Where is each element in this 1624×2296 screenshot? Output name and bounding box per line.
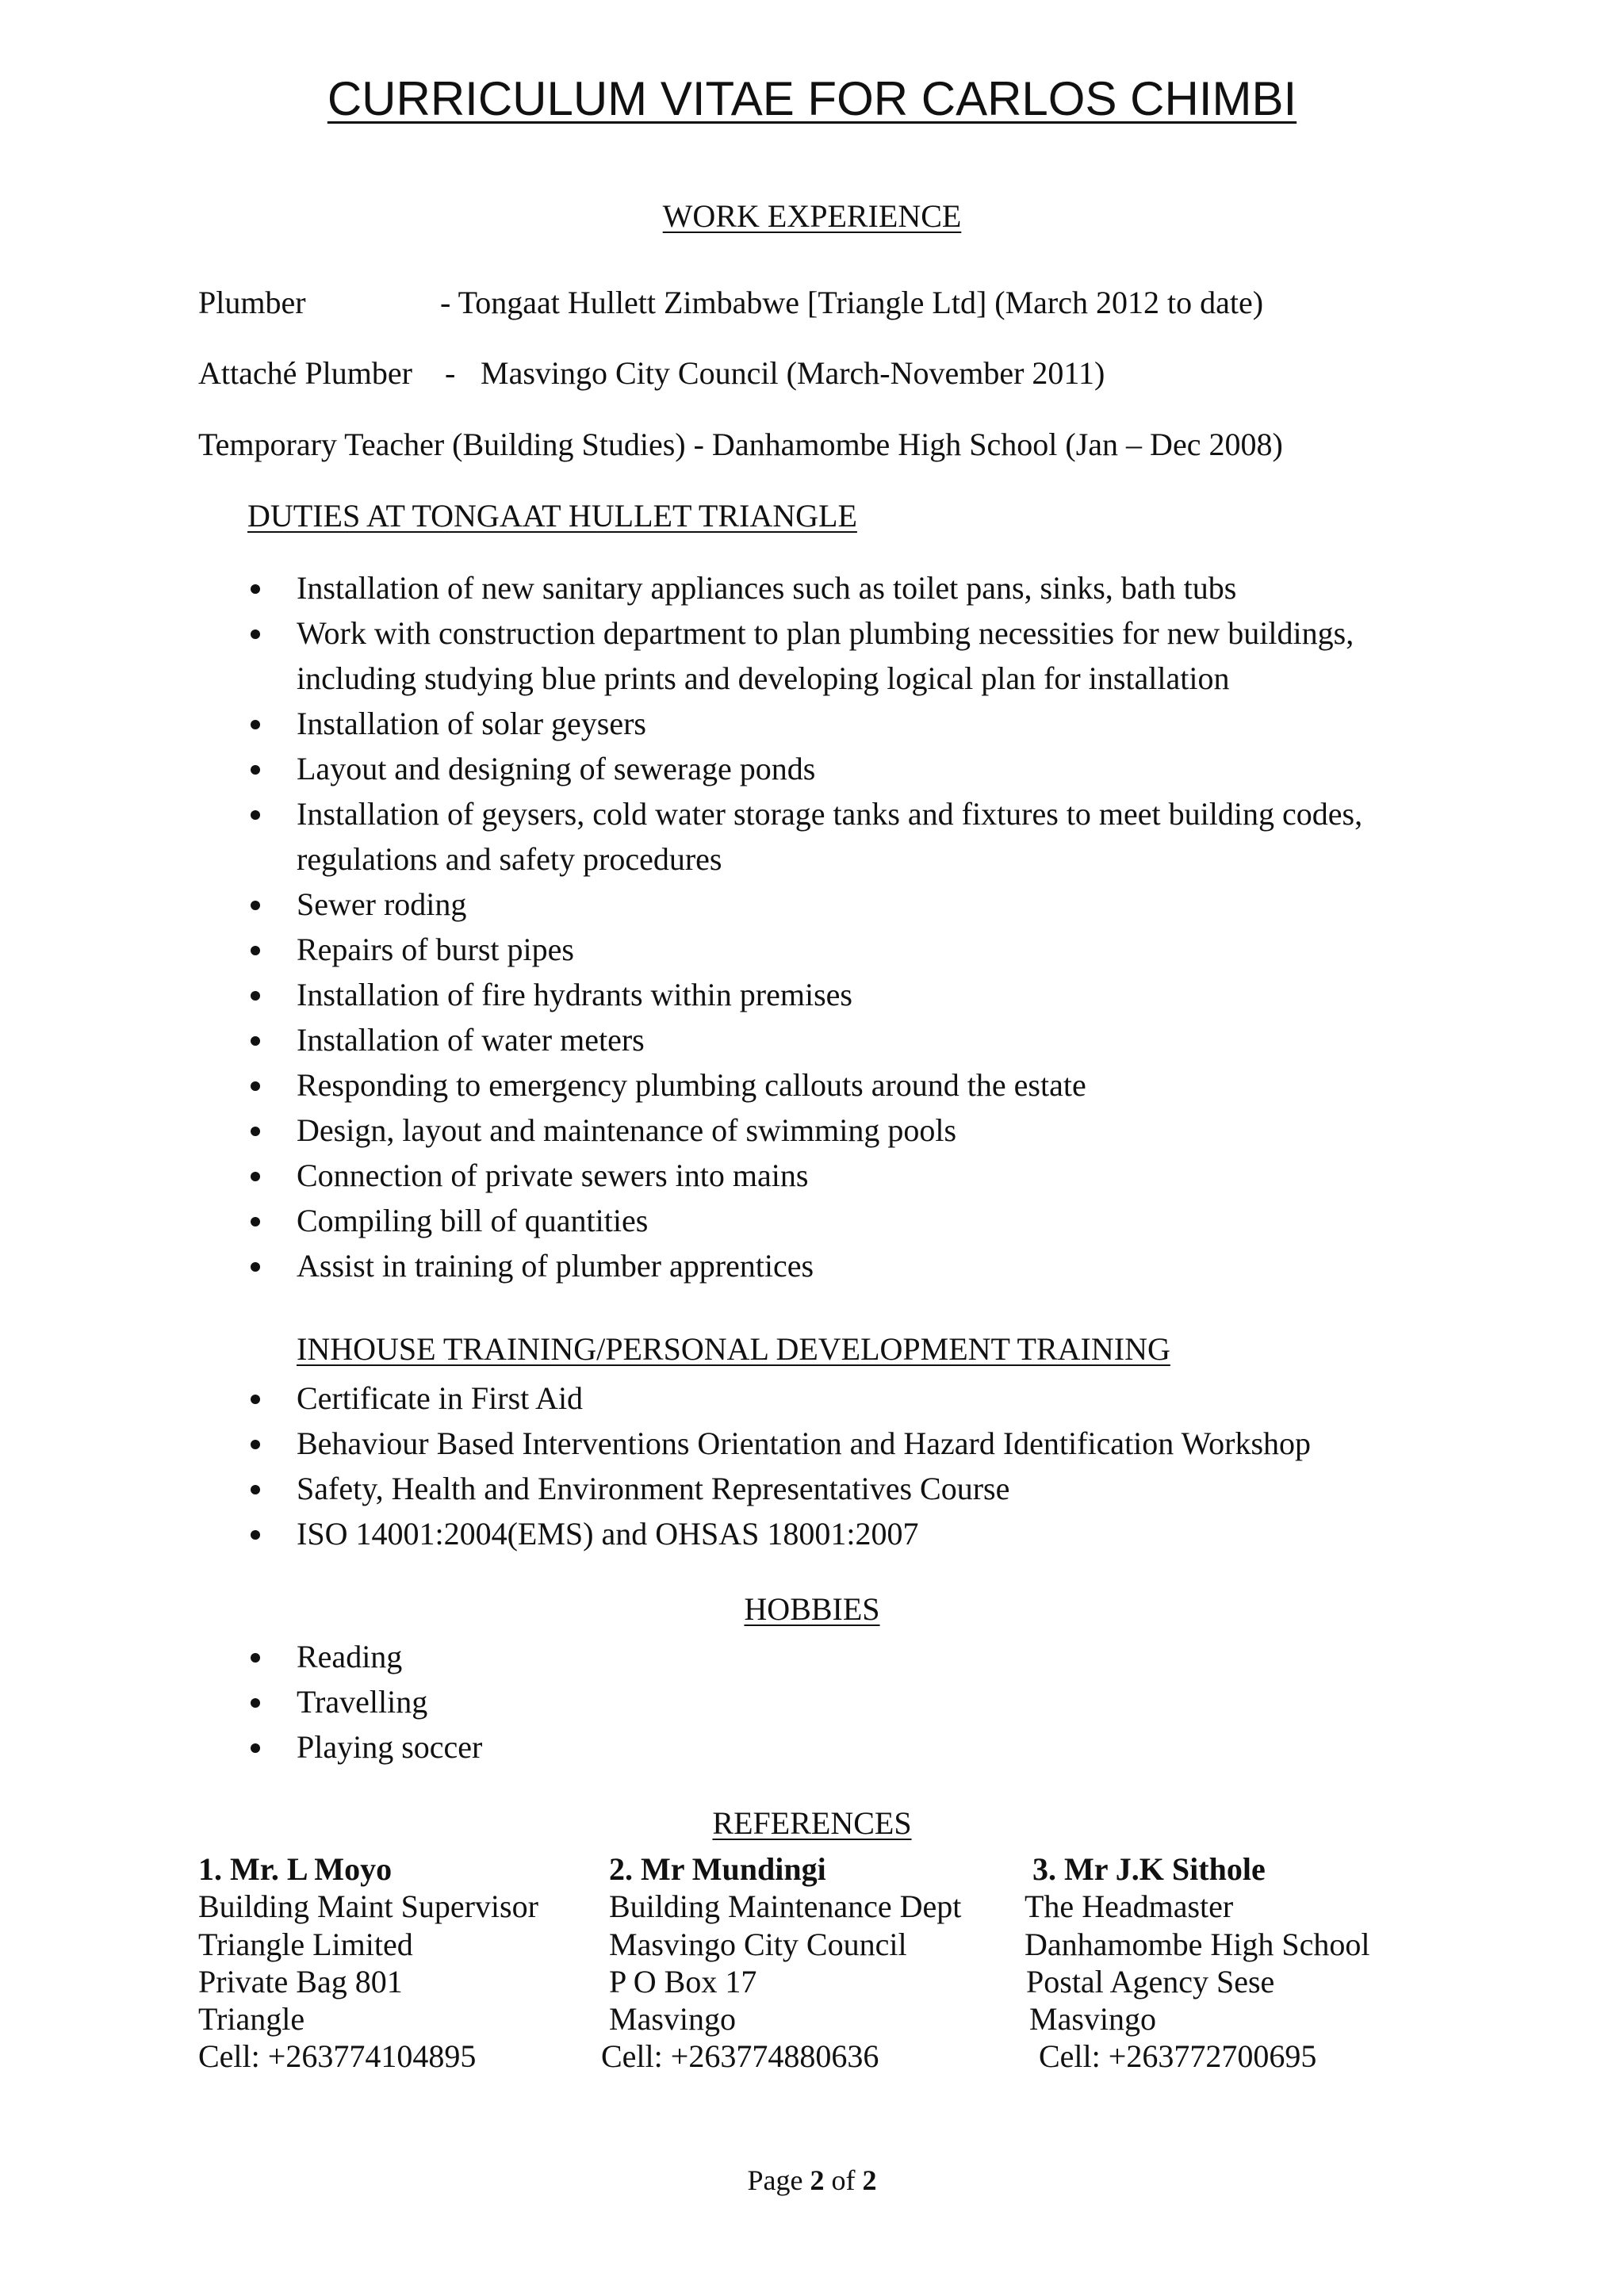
list-item: Installation of water meters — [244, 1017, 1362, 1062]
reference-1-name: 1. Mr. L Moyo — [198, 1851, 393, 1887]
bullet-icon — [251, 629, 260, 639]
reference-2-line: Building Maintenance Dept — [609, 1888, 962, 1924]
list-item: Reading — [244, 1634, 482, 1679]
reference-1-line: Cell: +263774104895 — [198, 2038, 477, 2074]
hobbies-list — [244, 1634, 482, 1770]
job-2-role: Attaché Plumber — [198, 355, 412, 391]
reference-2-line: Cell: +263774880636 — [601, 2038, 879, 2074]
training-heading: INHOUSE TRAINING/PERSONAL DEVELOPMENT TRAINING — [297, 1331, 1170, 1367]
bullet-icon — [251, 584, 260, 594]
list-item: Certificate in First Aid — [244, 1376, 1311, 1421]
reference-1-line: Building Maint Supervisor — [198, 1888, 538, 1924]
reference-2-line: Masvingo — [609, 2001, 736, 2037]
reference-1-line: Private Bag 801 — [198, 1964, 403, 1999]
bullet-icon — [251, 1743, 260, 1753]
reference-3-line: The Headmaster — [1025, 1888, 1234, 1924]
duties-heading: DUTIES AT TONGAAT HULLET TRIANGLE — [247, 498, 857, 534]
list-item: Repairs of burst pipes — [244, 927, 1362, 972]
list-item: Playing soccer — [244, 1724, 482, 1770]
work-experience-heading: WORK EXPERIENCE — [662, 198, 962, 234]
list-item: Assist in training of plumber apprentices — [244, 1243, 1362, 1288]
list-item: Installation of fire hydrants within premises — [244, 972, 1362, 1017]
bullet-icon — [251, 720, 260, 729]
list-item: Layout and designing of sewerage ponds — [244, 746, 1362, 791]
training-list — [244, 1376, 1311, 1556]
bullet-icon — [251, 1485, 260, 1494]
list-item: Work with construction department to plan plumbing necessities for new buildings, — [244, 610, 1362, 656]
bullet-icon — [251, 765, 260, 775]
list-item: Safety, Health and Environment Representatives Course — [244, 1466, 1311, 1511]
list-item: Installation of new sanitary appliances such as toilet pans, sinks, bath tubs — [244, 565, 1362, 610]
page-title: CURRICULUM VITAE FOR CARLOS CHIMBI — [327, 72, 1297, 125]
references-heading: REFERENCES — [712, 1805, 912, 1841]
bullet-icon — [251, 1653, 260, 1663]
bullet-icon — [251, 1081, 260, 1091]
bullet-icon — [251, 1262, 260, 1272]
bullet-icon — [251, 1127, 260, 1136]
page-number-total: 2 — [862, 2164, 877, 2196]
list-item: ISO 14001:2004(EMS) and OHSAS 18001:2007 — [244, 1511, 1311, 1556]
bullet-icon — [251, 1530, 260, 1540]
job-1-role: Plumber — [198, 285, 306, 320]
bullet-icon — [251, 946, 260, 955]
reference-3-line: Postal Agency Sese — [1026, 1964, 1275, 1999]
list-item: Connection of private sewers into mains — [244, 1153, 1362, 1198]
list-item: Travelling — [244, 1679, 482, 1724]
list-item: Responding to emergency plumbing callouts around the estate — [244, 1062, 1362, 1108]
bullet-icon — [251, 1036, 260, 1046]
bullet-icon — [251, 901, 260, 910]
reference-3-name: 3. Mr J.K Sithole — [1032, 1851, 1266, 1887]
page-number — [0, 2166, 1624, 2195]
bullet-icon — [251, 1395, 260, 1404]
page-number-prefix: Page — [747, 2164, 803, 2196]
bullet-icon — [251, 991, 260, 1001]
reference-2-name: 2. Mr Mundingi — [609, 1851, 826, 1887]
job-2-detail: Masvingo City Council (March-November 2011) — [481, 355, 1105, 391]
bullet-icon — [251, 1698, 260, 1708]
bullet-icon — [251, 1217, 260, 1226]
reference-1-line: Triangle — [198, 2001, 305, 2037]
list-item: Compiling bill of quantities — [244, 1198, 1362, 1243]
hobbies-heading: HOBBIES — [744, 1591, 880, 1627]
reference-3-line: Danhamombe High School — [1025, 1927, 1370, 1962]
job-2-separator: - — [445, 355, 456, 391]
reference-1-line: Triangle Limited — [198, 1927, 413, 1962]
job-3-line: Temporary Teacher (Building Studies) - Danhamombe High School (Jan – Dec 2008) — [198, 427, 1283, 462]
page-number-of: of — [831, 2164, 856, 2196]
job-1-detail: - Tongaat Hullett Zimbabwe [Triangle Ltd] (March 2012 to date) — [440, 285, 1264, 320]
list-item-continuation: including studying blue prints and developing logical plan for installation — [297, 660, 1230, 696]
bullet-icon — [251, 810, 260, 820]
reference-2-line: Masvingo City Council — [609, 1927, 907, 1962]
bullet-icon — [251, 1172, 260, 1181]
bullet-icon — [251, 1440, 260, 1449]
list-item: Behaviour Based Interventions Orientation and Hazard Identification Workshop — [244, 1421, 1311, 1466]
list-item: Installation of solar geysers — [244, 701, 1362, 746]
duties-list — [244, 565, 1362, 1288]
reference-3-line: Cell: +263772700695 — [1039, 2038, 1317, 2074]
list-item: Design, layout and maintenance of swimming pools — [244, 1108, 1362, 1153]
reference-2-line: P O Box 17 — [609, 1964, 757, 1999]
reference-3-line: Masvingo — [1029, 2001, 1156, 2037]
list-item: Installation of geysers, cold water storage tanks and fixtures to meet building codes, — [244, 791, 1362, 836]
list-item: Sewer roding — [244, 882, 1362, 927]
page-number-current: 2 — [810, 2164, 825, 2196]
list-item-continuation: regulations and safety procedures — [297, 841, 722, 877]
